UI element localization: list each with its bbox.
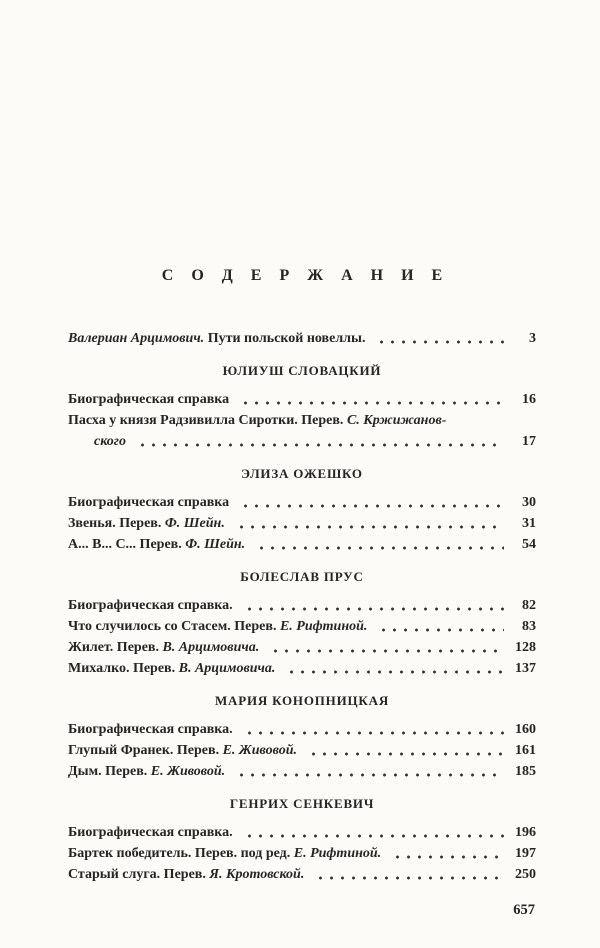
entry-page-number: 137: [515, 661, 536, 676]
row-title-italic-part: Е. Рифтиной.: [279, 619, 368, 634]
toc-row: [68, 410, 536, 431]
section-heading: МАРИЯ КОНОПНИЦКАЯ: [214, 693, 390, 708]
toc-row: [68, 616, 536, 637]
row-title-italic-part: Е. Живовой.: [222, 743, 297, 758]
row-title-part: Пути польской новеллы.: [204, 331, 366, 346]
dot-leader: [306, 740, 504, 761]
dot-leader: [376, 616, 504, 637]
row-title-part: Жилет. Перев.: [68, 640, 163, 655]
row-title-part: Михалко. Перев.: [68, 661, 179, 676]
entry-page-number: 83: [522, 619, 536, 634]
entry-page-number: 128: [515, 640, 536, 655]
row-title-part: Пасха у князя Радзивилла Сиротки. Перев.: [68, 413, 347, 428]
row-title: [68, 616, 367, 637]
row-title-italic-part: ского: [94, 434, 126, 449]
row-title: [68, 719, 233, 740]
row-title-italic-part: В. Арцимовича.: [178, 661, 276, 676]
row-title-italic-part: С. Кржижанов-: [346, 413, 447, 428]
row-title-italic-part: В. Арцимовича.: [162, 640, 260, 655]
entry-page-number: 54: [522, 537, 536, 552]
section-heading: БОЛЕСЛАВ ПРУС: [240, 569, 364, 584]
row-title: [68, 328, 365, 349]
row-title: [68, 410, 446, 431]
toc-row: [68, 595, 536, 616]
row-title-part: Звенья. Перев.: [68, 516, 165, 531]
row-title-italic-part: Ф. Шейн.: [185, 537, 246, 552]
entry-page-number: 250: [515, 867, 536, 882]
row-title: [68, 595, 233, 616]
toc-row: [68, 658, 536, 679]
entry-page-number: 197: [515, 846, 536, 861]
row-title-italic-part: Е. Живовой.: [150, 764, 226, 779]
entry-page-number: 161: [515, 743, 536, 758]
toc-row: [68, 431, 536, 452]
toc-row: [68, 719, 536, 740]
entry-page-number: 196: [515, 825, 536, 840]
dot-leader: [135, 431, 504, 452]
dot-leader: [254, 534, 504, 555]
section-heading: ЭЛИЗА ОЖЕШКО: [241, 466, 363, 481]
toc-row: [68, 328, 536, 349]
dot-leader: [234, 761, 504, 782]
toc-row: [68, 513, 536, 534]
dot-leader: [242, 595, 504, 616]
section-heading: ГЕНРИХ СЕНКЕВИЧ: [229, 796, 375, 811]
row-title-part: Дым. Перев.: [68, 764, 151, 779]
dot-leader: [238, 389, 504, 410]
row-title: [68, 761, 225, 782]
entry-page-number: 17: [522, 434, 536, 449]
entry-page-number: 160: [515, 722, 536, 737]
toc-row: [68, 740, 536, 761]
row-title: [68, 822, 233, 843]
row-title-part: Глупый Франек. Перев.: [68, 743, 223, 758]
row-title-part: Биографическая справка.: [68, 722, 233, 737]
row-title: [68, 492, 229, 513]
row-title-part: Биографическая справка: [68, 495, 230, 510]
entry-page-number: 185: [515, 764, 536, 779]
dot-leader: [374, 328, 504, 349]
toc-list: [68, 328, 536, 885]
row-title: [68, 389, 229, 410]
row-title-italic-part: Е. Рифтиной.: [293, 846, 382, 861]
row-title-italic-part: Валериан Арцимович.: [68, 331, 205, 346]
row-title-part: А... В... С... Перев.: [68, 537, 186, 552]
entry-page-number: 16: [522, 392, 536, 407]
toc-row: [68, 492, 536, 513]
toc-row: [68, 637, 536, 658]
entry-page-number: 3: [529, 331, 536, 346]
dot-leader: [242, 822, 504, 843]
dot-leader: [238, 492, 504, 513]
row-title-part: Старый слуга. Перев.: [68, 867, 210, 882]
dot-leader: [268, 637, 504, 658]
entry-page-number: 30: [522, 495, 536, 510]
toc-title: С О Д Е Р Ж А Н И Е: [161, 267, 450, 284]
row-title-italic-part: Ф. Шейн.: [164, 516, 225, 531]
row-title-part: Биографическая справка: [68, 392, 230, 407]
section-heading: ЮЛИУШ СЛОВАЦКИЙ: [222, 363, 382, 378]
row-title-part: Что случилось со Стасем. Перев.: [68, 619, 280, 634]
entry-page-number: 31: [522, 516, 536, 531]
row-title-italic-part: Я. Кротовской.: [209, 867, 305, 882]
row-title: [68, 637, 259, 658]
dot-leader: [313, 864, 504, 885]
row-title: [68, 513, 225, 534]
toc-row: [68, 389, 536, 410]
row-title: [68, 431, 126, 452]
dot-leader: [390, 843, 504, 864]
dot-leader: [242, 719, 504, 740]
row-title: [68, 658, 275, 679]
row-title-part: Биографическая справка.: [68, 598, 233, 613]
dot-leader: [284, 658, 504, 679]
toc-row: [68, 864, 536, 885]
row-title: [68, 843, 381, 864]
row-title-part: Бартек победитель. Перев. под ред.: [68, 846, 294, 861]
row-title-part: Биографическая справка.: [68, 825, 233, 840]
row-title: [68, 740, 297, 761]
row-title: [68, 534, 245, 555]
toc-row: [68, 822, 536, 843]
entry-page-number: 82: [522, 598, 536, 613]
toc-row: [68, 534, 536, 555]
folio-page-number: 657: [513, 902, 535, 918]
toc-row: [68, 761, 536, 782]
dot-leader: [234, 513, 504, 534]
toc-row: [68, 843, 536, 864]
row-title: [68, 864, 304, 885]
